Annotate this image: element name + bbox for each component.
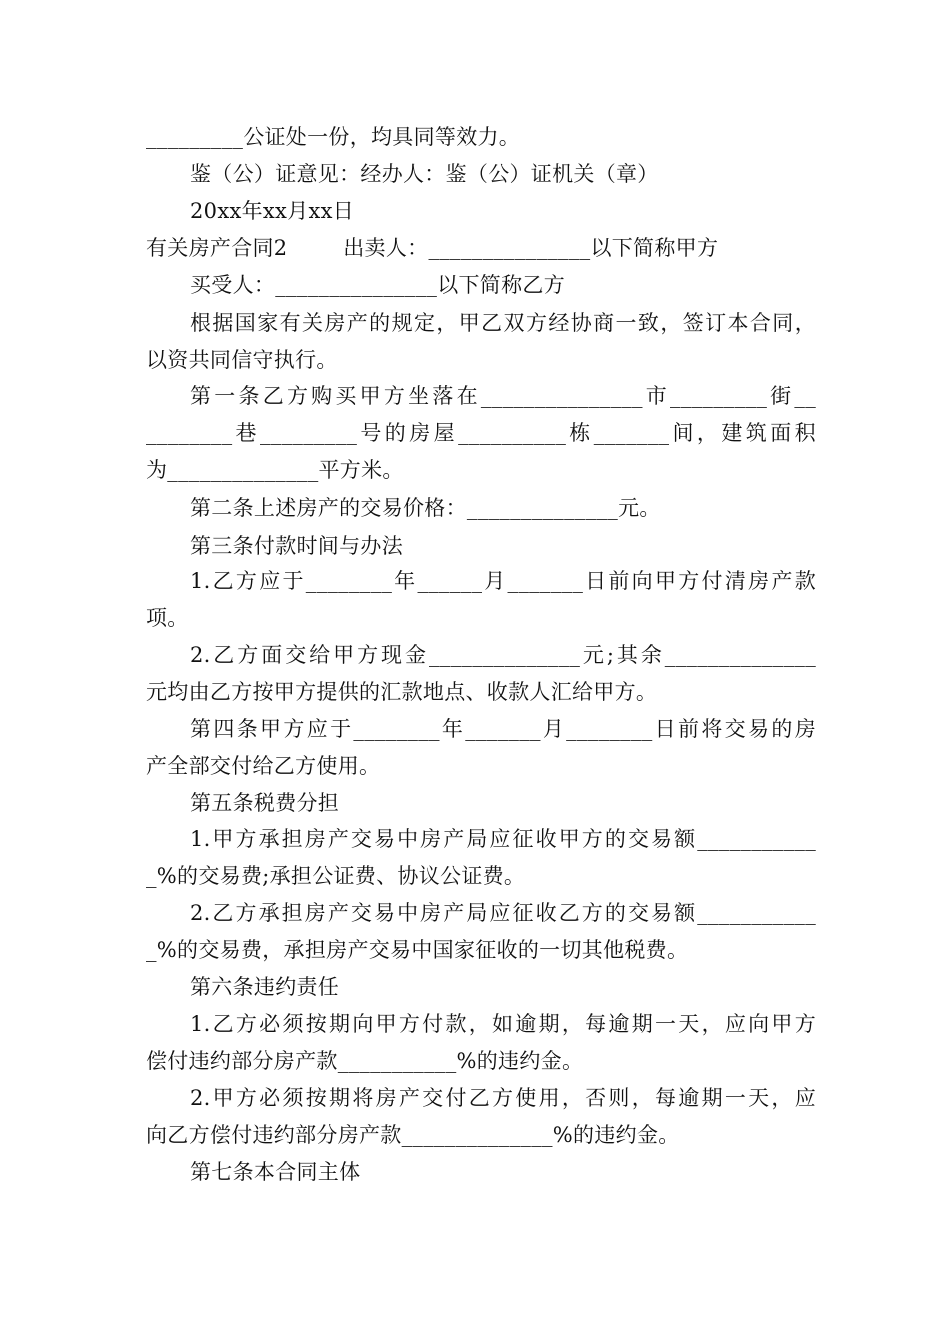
contract-title-seller-line: 有关房产合同2 出卖人：_______________以下简称甲方: [146, 236, 719, 260]
article-6-item-2-line-2: 向乙方偿付违约部分房产款______________%的违约金。: [146, 1123, 680, 1147]
notary-copy-line: _________公证处一份，均具同等效力。: [146, 125, 521, 149]
article-1-line-2: ________巷_________号的房屋__________栋_______间，建筑面积: [146, 421, 816, 445]
article-2-line: 第二条上述房产的交易价格：______________元。: [190, 496, 661, 520]
article-6-heading: 第六条违约责任: [190, 975, 340, 999]
article-3-heading: 第三条付款时间与办法: [190, 534, 403, 558]
notary-opinion-line: 鉴（公）证意见：经办人：鉴（公）证机关（章）: [190, 162, 659, 186]
preamble-line-1: 根据国家有关房产的规定，甲乙双方经协商一致，签订本合同，: [190, 311, 816, 335]
article-6-item-1-line-2: 偿付违约部分房产款___________%的违约金。: [146, 1049, 584, 1073]
article-4-line-1: 第四条甲方应于________年_______月________日前将交易的房: [190, 717, 816, 741]
article-5-item-2-line-2: _%的交易费，承担房产交易中国家征收的一切其他税费。: [146, 938, 689, 962]
article-1-line-1: 第一条乙方购买甲方坐落在_______________市_________街__: [190, 384, 816, 408]
article-3-item-2-line-1: 2.乙方面交给甲方现金______________元;其余______________: [190, 643, 816, 667]
article-3-item-2-line-2: 元均由乙方按甲方提供的汇款地点、收款人汇给甲方。: [146, 680, 658, 704]
article-5-item-1-line-2: _%的交易费;承担公证费、协议公证费。: [146, 864, 526, 888]
date-line: 20xx年xx月xx日: [190, 199, 355, 223]
article-3-item-1-line-1: 1.乙方应于________年______月_______日前向甲方付清房产款: [190, 569, 816, 593]
article-3-item-1-line-2: 项。: [146, 606, 189, 630]
article-5-heading: 第五条税费分担: [190, 791, 340, 815]
article-5-item-2-line-1: 2.乙方承担房产交易中房产局应征收乙方的交易额___________: [190, 901, 816, 925]
article-6-item-2-line-1: 2.甲方必须按期将房产交付乙方使用，否则，每逾期一天，应: [190, 1086, 816, 1110]
preamble-line-2: 以资共同信守执行。: [146, 348, 338, 372]
article-7-heading: 第七条本合同主体: [190, 1160, 361, 1184]
article-5-item-1-line-1: 1.甲方承担房产交易中房产局应征收甲方的交易额___________: [190, 827, 816, 851]
buyer-line: 买受人：_______________以下简称乙方: [190, 273, 565, 297]
article-4-line-2: 产全部交付给乙方使用。: [146, 754, 381, 778]
article-6-item-1-line-1: 1.乙方必须按期向甲方付款，如逾期，每逾期一天，应向甲方: [190, 1012, 816, 1036]
article-1-line-3: 为______________平方米。: [146, 458, 404, 482]
